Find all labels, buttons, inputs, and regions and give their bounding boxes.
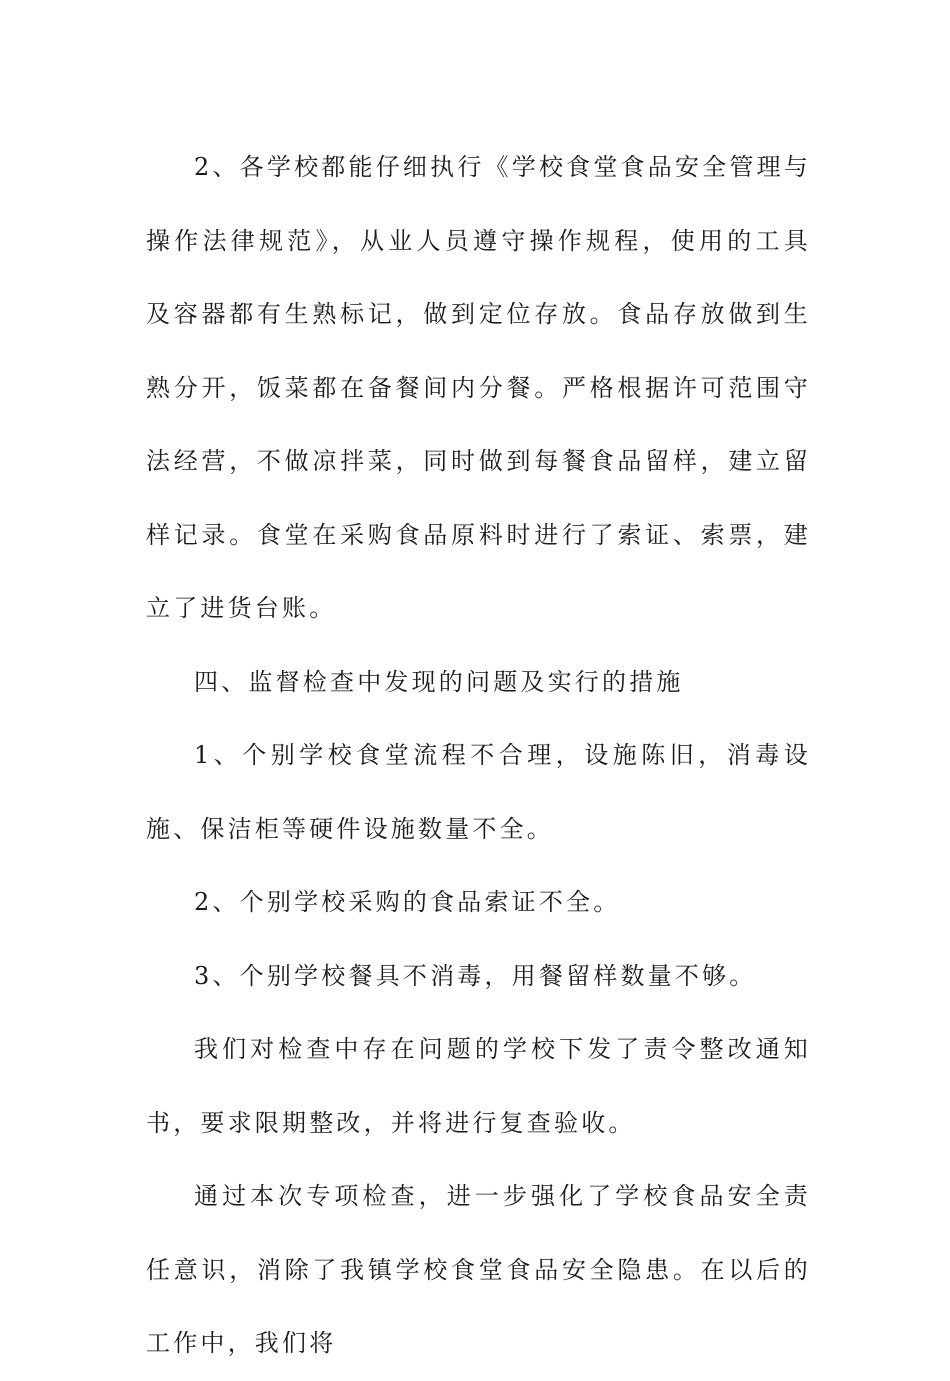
section-heading-problems-and-measures: 四、监督检查中发现的问题及实行的措施 bbox=[194, 667, 684, 696]
paragraph-conclusion: 通过本次专项检查，进一步强化了学校食品安全责任意识，消除了我镇学校食堂食品安全隐患。在以后的工作中，我们将 bbox=[146, 1182, 811, 1357]
paragraph-problem-3: 3、个别学校餐具不消毒，用餐留样数量不够。 bbox=[194, 961, 757, 990]
paragraph-utensil-management: 2、各学校都能仔细执行《学校食堂食品安全管理与操作法律规范》，从业人员遵守操作规程，使用的工具及容器都有生熟标记，做到定位存放。食品存放做到生熟分开，饭菜都在备餐间内分餐。严格根据许可范围守法经营，不做凉拌菜，同时做到每餐食品留样，建立留样记录。食堂在采购食品原料时进行了索证、索票，建立了进货台账。 bbox=[146, 153, 811, 622]
paragraph-problem-2: 2、个别学校采购的食品索证不全。 bbox=[194, 888, 621, 916]
paragraph-rectification-notice: 我们对检查中存在问题的学校下发了责令整改通知书，要求限期整改，并将进行复查验收。 bbox=[146, 1035, 811, 1137]
document-body bbox=[146, 131, 811, 1381]
paragraph-problem-1: 1、个别学校食堂流程不合理，设施陈旧，消毒设施、保洁柜等硬件设施数量不全。 bbox=[146, 741, 811, 843]
